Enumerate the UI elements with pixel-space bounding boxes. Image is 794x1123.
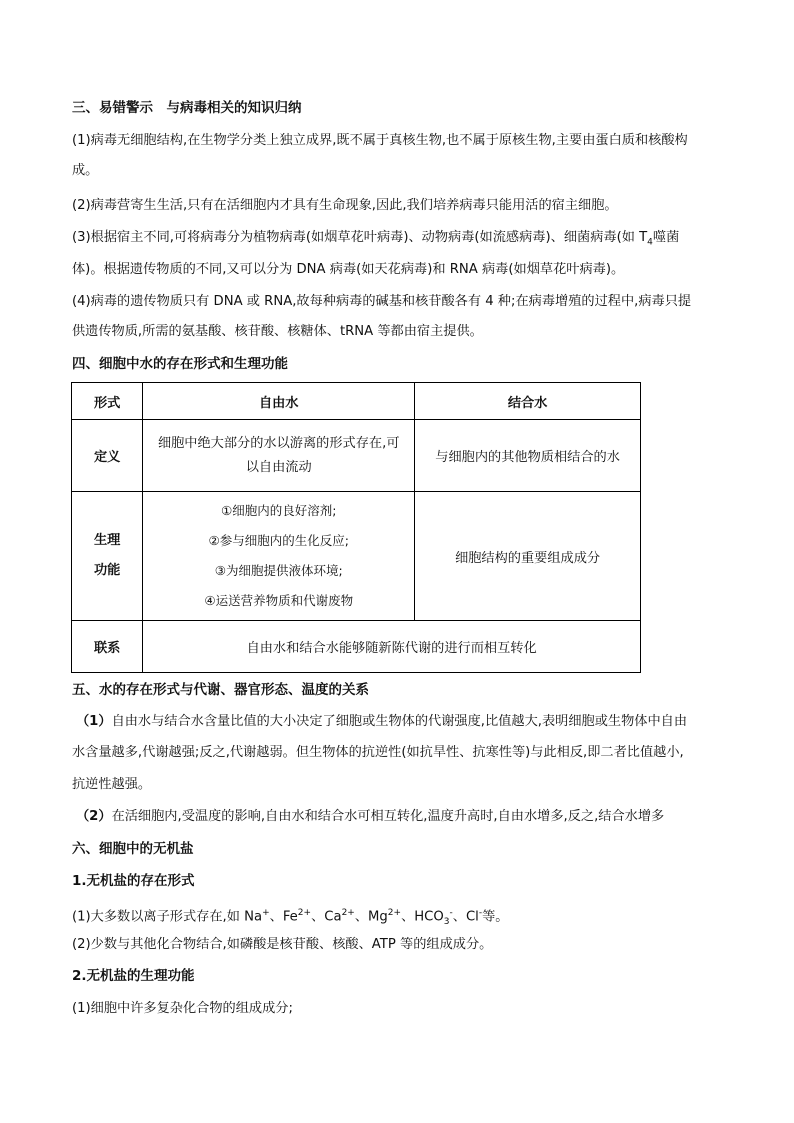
section-6-heading: 六、细胞中的无机盐 (72, 841, 194, 857)
sec5-paragraph-1a: （1）自由水与结合水含量比值的大小决定了细胞或生物体的代谢强度,比值越大,表明细胞或生物体中自由 (76, 714, 688, 729)
table-label-function: 生理 功能 (72, 492, 143, 621)
sec6-paragraph-1: (1)大多数以离子形式存在,如 Na+、$Fe^{2+}$、$Ca^{2+}$、$Mg^{2+}$、$HCO_3^-$、Cl-等。 (72, 908, 509, 928)
sec3-paragraph-3a: (3)根据宿主不同,可将病毒分为植物病毒(如烟草花叶病毒)、动物病毒(如流感病毒)、细菌病毒(如 $T_4$噬菌 (72, 230, 680, 248)
section-6-subheading-2: 2.无机盐的生理功能 (72, 968, 195, 984)
table-header-bound-water: 结合水 (415, 383, 641, 420)
sec5-paragraph-1b: 水含量越多,代谢越强;反之,代谢越弱。但生物体的抗逆性(如抗旱性、抗寒性等)与此相反,即二者比值越小, (72, 745, 684, 760)
sec6-paragraph-2: (2)少数与其他化合物结合,如磷酸是核苷酸、核酸、ATP 等的组成成分。 (72, 937, 493, 952)
table-cell-bound-definition: 与细胞内的其他物质相结合的水 (415, 420, 641, 492)
table-header-row (72, 383, 641, 420)
sec3-paragraph-3b: 体)。根据遗传物质的不同,又可以分为 DNA 病毒(如天花病毒)和 RNA 病毒(如烟草花叶病毒)。 (72, 262, 625, 277)
sec3-paragraph-4b: 供遗传物质,所需的氨基酸、核苷酸、核糖体、tRNA 等都由宿主提供。 (72, 324, 483, 339)
table-cell-free-functions (143, 492, 415, 621)
table-cell-bound-function: 细胞结构的重要组成成分 (415, 492, 641, 621)
sec3-paragraph-4a: (4)病毒的遗传物质只有 DNA 或 RNA,故每种病毒的碱基和核苷酸各有 4 种;在病毒增殖的过程中,病毒只提 (72, 294, 692, 309)
sec5-paragraph-2: （2）在活细胞内,受温度的影响,自由水和结合水可相互转化,温度升高时,自由水增多,反之,结合水增多 (76, 809, 665, 824)
section-3-heading: 三、易错警示 与病毒相关的知识归纳 (72, 100, 302, 116)
sec6-paragraph-3: (1)细胞中许多复杂化合物的组成成分; (72, 1001, 293, 1016)
table-header-form: 形式 (72, 383, 143, 420)
table-row-definition (72, 420, 641, 492)
table-cell-free-definition: 细胞中绝大部分的水以游离的形式存在,可 以自由流动 (143, 420, 415, 492)
table-label-definition: 定义 (72, 420, 143, 492)
table-cell-relation: 自由水和结合水能够随新陈代谢的进行而相互转化 (143, 621, 641, 673)
function-item: ④运送营养物质和代谢废物 (204, 593, 354, 608)
function-item: ③为细胞提供液体环境; (214, 563, 343, 578)
sec5-paragraph-1c: 抗逆性越强。 (72, 777, 152, 792)
table-header-free-water: 自由水 (143, 383, 415, 420)
section-4-heading: 四、细胞中水的存在形式和生理功能 (72, 356, 288, 372)
function-item: ②参与细胞内的生化反应; (208, 533, 349, 548)
sec3-paragraph-1a: (1)病毒无细胞结构,在生物学分类上独立成界,既不属于真核生物,也不属于原核生物,主要由蛋白质和核酸构 (72, 133, 688, 148)
section-6-subheading-1: 1.无机盐的存在形式 (72, 873, 195, 889)
sec3-paragraph-2: (2)病毒营寄生生活,只有在活细胞内才具有生命现象,因此,我们培养病毒只能用活的宿主细胞。 (72, 198, 618, 213)
water-forms-table (71, 382, 641, 673)
sec3-paragraph-1b: 成。 (72, 163, 99, 178)
section-5-heading: 五、水的存在形式与代谢、器官形态、温度的关系 (72, 682, 369, 698)
table-row-function (72, 492, 641, 621)
function-item: ①细胞内的良好溶剂; (221, 503, 337, 518)
table-label-relation: 联系 (72, 621, 143, 673)
table-row-relation (72, 621, 641, 673)
